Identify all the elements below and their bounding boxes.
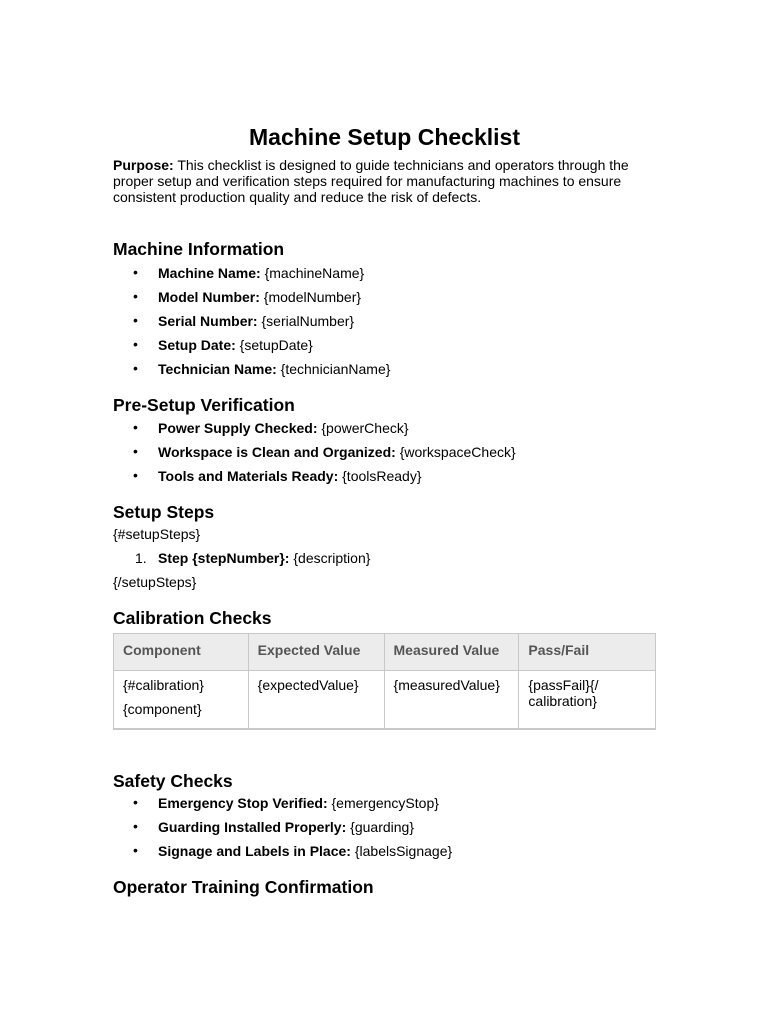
- item-value: {guarding}: [346, 819, 414, 835]
- item-label: Setup Date:: [158, 337, 236, 353]
- machine-information-list: [113, 265, 656, 377]
- list-item: [113, 337, 656, 353]
- document-page: [113, 120, 656, 898]
- step-label: Step {stepNumber}:: [158, 550, 290, 566]
- column-header: Component: [114, 634, 249, 671]
- item-value: {technicianName}: [276, 361, 391, 377]
- bullet-icon: •: [133, 794, 138, 810]
- item-label: Machine Name:: [158, 265, 261, 281]
- setup-steps-close-tag: {/setupSteps}: [113, 574, 197, 590]
- column-header: Expected Value: [248, 634, 384, 671]
- setup-steps-heading: Setup Steps: [113, 502, 215, 522]
- item-value: {labelsSignage}: [350, 843, 453, 859]
- machine-information-section: [113, 238, 656, 377]
- component-open-tag: {#calibration}: [123, 677, 204, 693]
- item-label: Signage and Labels in Place:: [158, 843, 351, 859]
- pre-setup-heading: Pre-Setup Verification: [113, 395, 295, 415]
- component-value: {component}: [123, 701, 202, 717]
- safety-list: [113, 795, 656, 859]
- operator-training-heading: Operator Training Confirmation: [113, 877, 374, 897]
- item-value: {powerCheck}: [317, 420, 409, 436]
- bullet-icon: •: [133, 288, 138, 304]
- item-label: Model Number:: [158, 289, 260, 305]
- item-label: Emergency Stop Verified:: [158, 795, 328, 811]
- item-value: {setupDate}: [235, 337, 313, 353]
- item-label: Workspace is Clean and Organized:: [158, 444, 396, 460]
- page-title: Machine Setup Checklist: [249, 124, 520, 150]
- item-value: {serialNumber}: [257, 313, 355, 329]
- bullet-icon: •: [133, 264, 138, 280]
- table-cell: [114, 671, 249, 730]
- setup-steps-open-tag: {#setupSteps}: [113, 526, 201, 542]
- item-label: Guarding Installed Properly:: [158, 819, 347, 835]
- machine-information-heading: Machine Information: [113, 239, 285, 259]
- bullet-icon: •: [133, 443, 138, 459]
- list-item: [113, 289, 656, 305]
- safety-heading: Safety Checks: [113, 771, 233, 791]
- list-item: [113, 313, 656, 329]
- safety-section: [113, 770, 656, 859]
- calibration-section: [113, 607, 656, 730]
- item-label: Technician Name:: [158, 361, 277, 377]
- purpose-label: Purpose:: [113, 157, 174, 173]
- item-value: {machineName}: [260, 265, 365, 281]
- list-item: [113, 843, 656, 859]
- purpose-paragraph: [113, 157, 656, 205]
- step-value: {description}: [289, 550, 371, 566]
- column-header: Pass/Fail: [519, 634, 656, 671]
- setup-steps-list: [113, 550, 656, 566]
- table-cell: {measuredValue}: [384, 671, 519, 730]
- item-label: Power Supply Checked:: [158, 420, 318, 436]
- column-header: Measured Value: [384, 634, 519, 671]
- operator-training-section: [113, 876, 656, 898]
- calibration-table: [113, 633, 656, 730]
- list-item: [113, 420, 656, 436]
- purpose-text: This checklist is designed to guide technicians and operators through the proper setup and verification steps required for manufacturing machines to ensure consistent production quality and reduce the risk of defects.: [113, 157, 629, 205]
- table-header-row: [114, 634, 656, 671]
- table-row: [114, 671, 656, 730]
- item-value: {emergencyStop}: [327, 795, 439, 811]
- list-item: [113, 468, 656, 484]
- item-label: Serial Number:: [158, 313, 258, 329]
- pre-setup-section: [113, 394, 656, 484]
- list-item: [113, 444, 656, 460]
- bullet-icon: •: [133, 360, 138, 376]
- item-label: Tools and Materials Ready:: [158, 468, 339, 484]
- pre-setup-list: [113, 420, 656, 484]
- bullet-icon: •: [133, 842, 138, 858]
- list-item: [113, 795, 656, 811]
- bullet-icon: •: [133, 419, 138, 435]
- bullet-icon: •: [133, 818, 138, 834]
- list-item: [113, 550, 656, 566]
- bullet-icon: •: [133, 336, 138, 352]
- bullet-icon: •: [133, 312, 138, 328]
- item-value: {modelNumber}: [259, 289, 362, 305]
- bullet-icon: •: [133, 467, 138, 483]
- table-cell: {passFail}{/ calibration}: [519, 671, 656, 730]
- step-number: 1.: [135, 550, 147, 566]
- item-value: {workspaceCheck}: [395, 444, 516, 460]
- list-item: [113, 361, 656, 377]
- list-item: [113, 819, 656, 835]
- table-cell: {expectedValue}: [248, 671, 384, 730]
- setup-steps-section: [113, 501, 656, 590]
- calibration-heading: Calibration Checks: [113, 608, 272, 628]
- item-value: {toolsReady}: [338, 468, 422, 484]
- list-item: [113, 265, 656, 281]
